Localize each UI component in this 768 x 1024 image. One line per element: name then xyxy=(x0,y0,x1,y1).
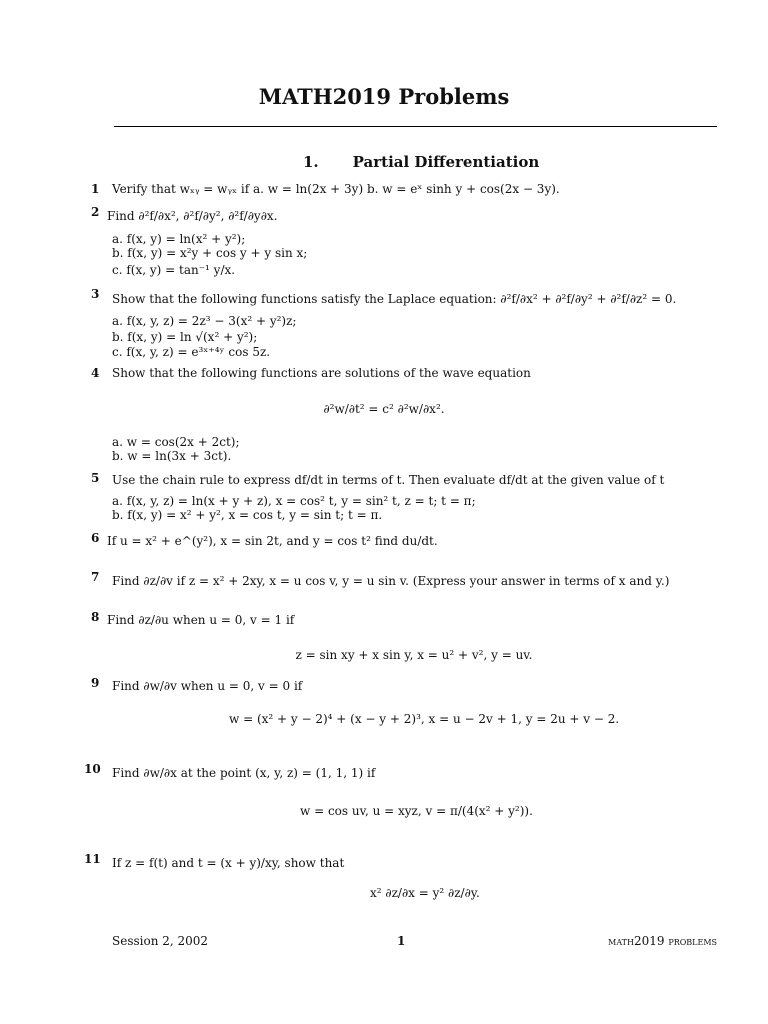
problem-line: b. f(x, y) = ln √(x² + y²); xyxy=(112,330,258,344)
section-number: 1. xyxy=(303,153,319,171)
problem-line: If z = f(t) and t = (x + y)/xy, show that xyxy=(112,856,345,870)
problem-number: 10 xyxy=(84,762,101,776)
problem-number: 6 xyxy=(91,531,100,545)
footer-page-number: 1 xyxy=(397,934,406,948)
problem-line: Use the chain rule to express df/dt in terms of t. Then evaluate df/dt at the given value of t xyxy=(112,473,665,487)
problem-number: 4 xyxy=(91,366,100,380)
problem-number: 9 xyxy=(91,676,100,690)
problem-number: 2 xyxy=(91,205,100,219)
section-heading xyxy=(303,155,539,170)
problem-line: c. f(x, y) = tan⁻¹ y/x. xyxy=(112,263,236,277)
problem-line: Find ∂²f/∂x², ∂²f/∂y², ∂²f/∂y∂x. xyxy=(107,209,278,223)
problem-equation: z = sin xy + x sin y, x = u² + v², y = uv. xyxy=(295,648,533,662)
problem-line: Find ∂z/∂v if z = x² + 2xy, x = u cos v, y = u sin v. (Express your answer in terms of x and y.) xyxy=(112,574,670,588)
problem-line: Find ∂z/∂u when u = 0, v = 1 if xyxy=(107,613,295,627)
problem-equation: w = cos uv, u = xyz, v = π/(4(x² + y²)). xyxy=(300,804,533,818)
problem-line: b. f(x, y) = x² + y², x = cos t, y = sin t; t = π. xyxy=(112,508,383,522)
problem-number: 1 xyxy=(91,182,100,196)
problem-number: 5 xyxy=(91,471,100,485)
problem-equation: w = (x² + y − 2)⁴ + (x − y + 2)³, x = u − 2v + 1, y = 2u + v − 2. xyxy=(229,712,620,726)
problem-line: b. w = ln(3x + 3ct). xyxy=(112,449,232,463)
problem-line: a. f(x, y, z) = ln(x + y + z), x = cos² t, y = sin² t, z = t; t = π; xyxy=(112,494,476,508)
footer-session: Session 2, 2002 xyxy=(112,934,209,948)
problem-line: a. f(x, y) = ln(x² + y²); xyxy=(112,232,246,246)
footer-course: math2019 problems xyxy=(608,934,717,948)
problem-number: 3 xyxy=(91,287,100,301)
problem-line: a. f(x, y, z) = 2z³ − 3(x² + y²)z; xyxy=(112,314,297,328)
section-title: Partial Differentiation xyxy=(352,153,540,171)
problem-equation: x² ∂z/∂x = y² ∂z/∂y. xyxy=(370,886,480,900)
problem-number: 11 xyxy=(84,852,101,866)
problem-line: c. f(x, y, z) = e³ˣ⁺⁴ʸ cos 5z. xyxy=(112,345,271,359)
problem-line: If u = x² + e^(y²), x = sin 2t, and y = cos t² find du/dt. xyxy=(107,534,438,548)
problem-line: Find ∂w/∂x at the point (x, y, z) = (1, 1, 1) if xyxy=(112,766,376,780)
problem-line: Find ∂w/∂v when u = 0, v = 0 if xyxy=(112,679,303,693)
page-title: MATH2019 Problems xyxy=(258,84,510,109)
problem-line: Verify that wₓᵧ = wᵧₓ if a. w = ln(2x + 3y) b. w = eˣ sinh y + cos(2x − 3y). xyxy=(112,182,560,196)
problem-line: Show that the following functions satisfy the Laplace equation: ∂²f/∂x² + ∂²f/∂y² + ∂²f/∂z² = 0. xyxy=(112,292,677,306)
problem-number: 8 xyxy=(91,610,100,624)
problem-line: Show that the following functions are solutions of the wave equation xyxy=(112,366,531,380)
problem-line: a. w = cos(2x + 2ct); xyxy=(112,435,240,449)
title-rule xyxy=(114,126,717,127)
problem-line: b. f(x, y) = x²y + cos y + y sin x; xyxy=(112,246,308,260)
problem-equation: ∂²w/∂t² = c² ∂²w/∂x². xyxy=(323,402,445,416)
problem-number: 7 xyxy=(91,570,100,584)
